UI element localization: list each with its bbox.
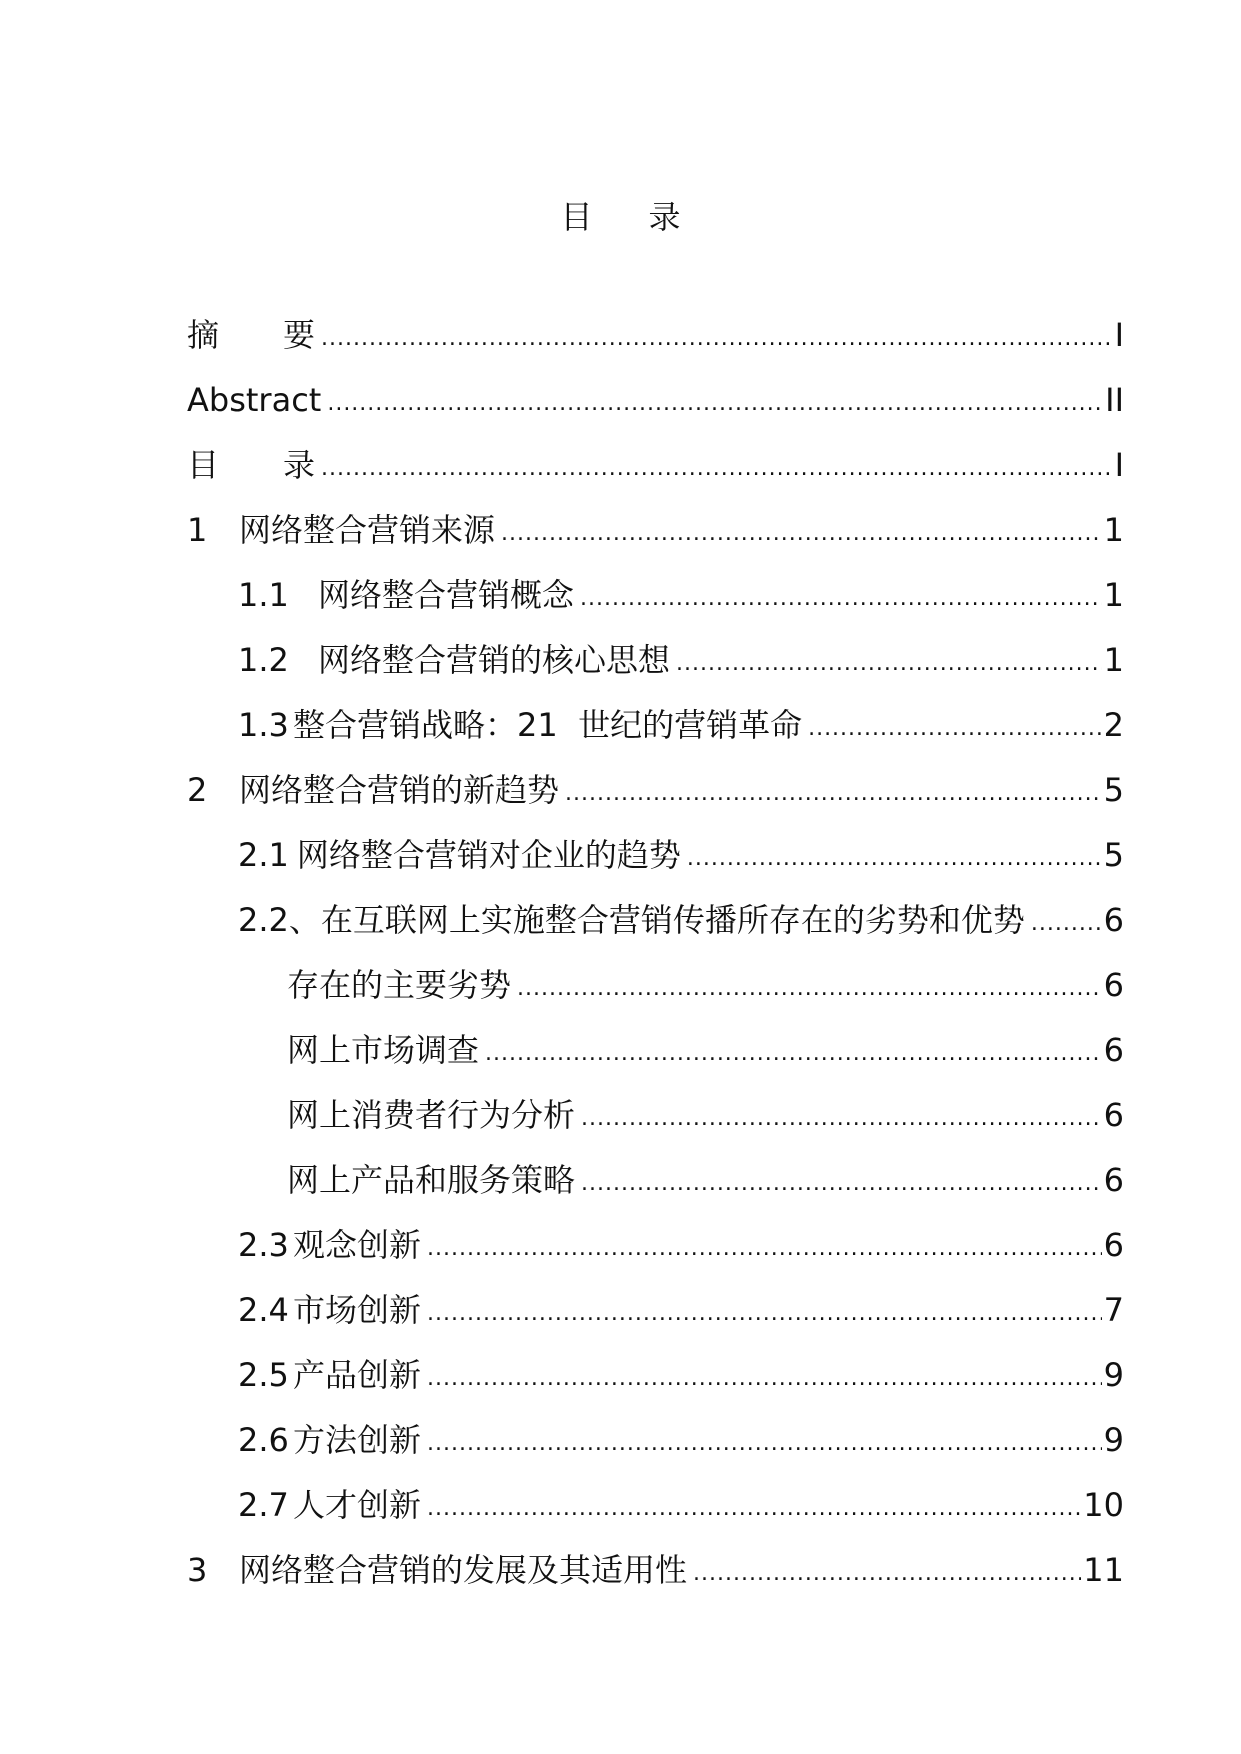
table-of-contents: [187, 290, 1124, 1590]
toc-entry-subsection-2-2-b[interactable]: [187, 1005, 1124, 1070]
toc-entry-section-2-2[interactable]: [187, 875, 1124, 940]
toc-leader-dots: [581, 1103, 1102, 1135]
toc-entry-number: 3: [187, 1551, 208, 1589]
toc-entry-subsection-2-2-a[interactable]: [187, 940, 1124, 1005]
toc-entry-number: 2.7: [238, 1486, 289, 1524]
toc-leader-dots: [580, 583, 1102, 615]
toc-entry-subsection-2-2-d[interactable]: [187, 1135, 1124, 1200]
toc-page-number: 10: [1083, 1486, 1124, 1524]
toc-page-number: 9: [1103, 1421, 1124, 1459]
toc-entry-label: 2.1 网络整合营销对企业的趋势: [238, 836, 681, 874]
toc-page-number: 6: [1103, 901, 1124, 939]
page-title: [0, 192, 1241, 238]
toc-entry-label: 1.3 整合营销战略：21 世纪的营销革命: [238, 706, 803, 744]
toc-leader-dots: [1031, 908, 1102, 940]
toc-entry-number: 1.3: [238, 706, 289, 744]
toc-leader-dots: [427, 1298, 1102, 1330]
toc-leader-dots: [581, 1168, 1102, 1200]
toc-entry-number: 2: [187, 771, 208, 809]
toc-entry-label: 2.6 方法创新: [238, 1421, 422, 1459]
toc-leader-dots: [327, 388, 1103, 420]
toc-entry-abstract-en[interactable]: [187, 355, 1124, 420]
toc-page-number: 2: [1103, 706, 1124, 744]
toc-leader-dots: [565, 778, 1102, 810]
toc-page-number: 1: [1103, 511, 1124, 549]
toc-entry-label: 目 录: [187, 446, 316, 484]
toc-entry-label: 2 网络整合营销的新趋势: [187, 771, 560, 809]
toc-entry-number: 2.3: [238, 1226, 289, 1264]
toc-leader-dots: [676, 648, 1102, 680]
toc-leader-dots: [427, 1493, 1081, 1525]
toc-entry-subsection-2-2-c[interactable]: [187, 1070, 1124, 1135]
toc-entry-chapter-2[interactable]: [187, 745, 1124, 810]
toc-leader-dots: [321, 453, 1113, 485]
toc-entry-abstract-cn[interactable]: [187, 290, 1124, 355]
toc-page-number: I: [1114, 316, 1124, 354]
toc-leader-dots: [321, 323, 1113, 355]
toc-entry-number: 1: [187, 511, 208, 549]
toc-entry-section-2-1[interactable]: [187, 810, 1124, 875]
toc-entry-label: 2.5 产品创新: [238, 1356, 422, 1394]
toc-page-number: 6: [1103, 1031, 1124, 1069]
toc-entry-label: 网上产品和服务策略: [287, 1161, 576, 1199]
toc-entry-section-2-5[interactable]: [187, 1330, 1124, 1395]
toc-entry-section-2-4[interactable]: [187, 1265, 1124, 1330]
toc-entry-label: 3 网络整合营销的发展及其适用性: [187, 1551, 688, 1589]
toc-entry-label: 1 网络整合营销来源: [187, 511, 496, 549]
toc-entry-label: 2.3 观念创新: [238, 1226, 422, 1264]
toc-entry-label: 2.4 市场创新: [238, 1291, 422, 1329]
toc-entry-number: 2.5: [238, 1356, 289, 1394]
toc-entry-section-1-1[interactable]: [187, 550, 1124, 615]
toc-entry-section-2-3[interactable]: [187, 1200, 1124, 1265]
toc-page-number: 1: [1103, 641, 1124, 679]
toc-entry-section-1-3[interactable]: [187, 680, 1124, 745]
toc-leader-dots: [427, 1428, 1102, 1460]
toc-entry-section-2-7[interactable]: [187, 1460, 1124, 1525]
toc-page-number: 5: [1103, 836, 1124, 874]
toc-entry-label: 1.2 网络整合营销的核心思想: [238, 641, 671, 679]
toc-entry-number: 1.2: [238, 641, 289, 679]
toc-page-number: 9: [1103, 1356, 1124, 1394]
toc-page-number: 6: [1103, 1226, 1124, 1264]
toc-page-number: I: [1114, 446, 1124, 484]
toc-entry-number: 2.2、: [238, 901, 321, 939]
toc-leader-dots: [693, 1558, 1081, 1590]
page-title-left: 目: [560, 198, 593, 236]
toc-leader-dots: [427, 1233, 1102, 1265]
toc-entry-section-2-6[interactable]: [187, 1395, 1124, 1460]
toc-entry-section-1-2[interactable]: [187, 615, 1124, 680]
toc-entry-label: 网上市场调查: [287, 1031, 480, 1069]
toc-page-number: 11: [1083, 1551, 1124, 1589]
toc-page-number: 6: [1103, 1096, 1124, 1134]
toc-page-number: II: [1105, 381, 1124, 419]
toc-entry-chapter-1[interactable]: [187, 485, 1124, 550]
toc-leader-dots: [687, 843, 1102, 875]
toc-entry-number: 2.4: [238, 1291, 289, 1329]
toc-entry-label: 2.2、在互联网上实施整合营销传播所存在的劣势和优势: [238, 901, 1025, 939]
toc-leader-dots: [427, 1363, 1102, 1395]
toc-entry-number: 2.1: [238, 836, 289, 874]
toc-page-number: 1: [1103, 576, 1124, 614]
toc-page-number: 5: [1103, 771, 1124, 809]
toc-entry-label: 摘 要: [187, 316, 316, 354]
toc-entry-chapter-3[interactable]: [187, 1525, 1124, 1590]
toc-leader-dots: [808, 713, 1102, 745]
page-title-right: 录: [648, 198, 681, 236]
toc-leader-dots: [517, 973, 1102, 1005]
toc-entry-label: 1.1 网络整合营销概念: [238, 576, 575, 614]
toc-entry-label: 2.7 人才创新: [238, 1486, 422, 1524]
toc-entry-number: 1.1: [238, 576, 289, 614]
toc-entry-label: Abstract: [187, 381, 322, 419]
toc-entry-number: 2.6: [238, 1421, 289, 1459]
toc-entry-contents[interactable]: [187, 420, 1124, 485]
toc-page-number: 7: [1103, 1291, 1124, 1329]
toc-page-number: 6: [1103, 1161, 1124, 1199]
toc-leader-dots: [485, 1038, 1102, 1070]
toc-entry-label: 网上消费者行为分析: [287, 1096, 576, 1134]
toc-leader-dots: [501, 518, 1102, 550]
toc-entry-label: 存在的主要劣势: [287, 966, 512, 1004]
toc-page-number: 6: [1103, 966, 1124, 1004]
